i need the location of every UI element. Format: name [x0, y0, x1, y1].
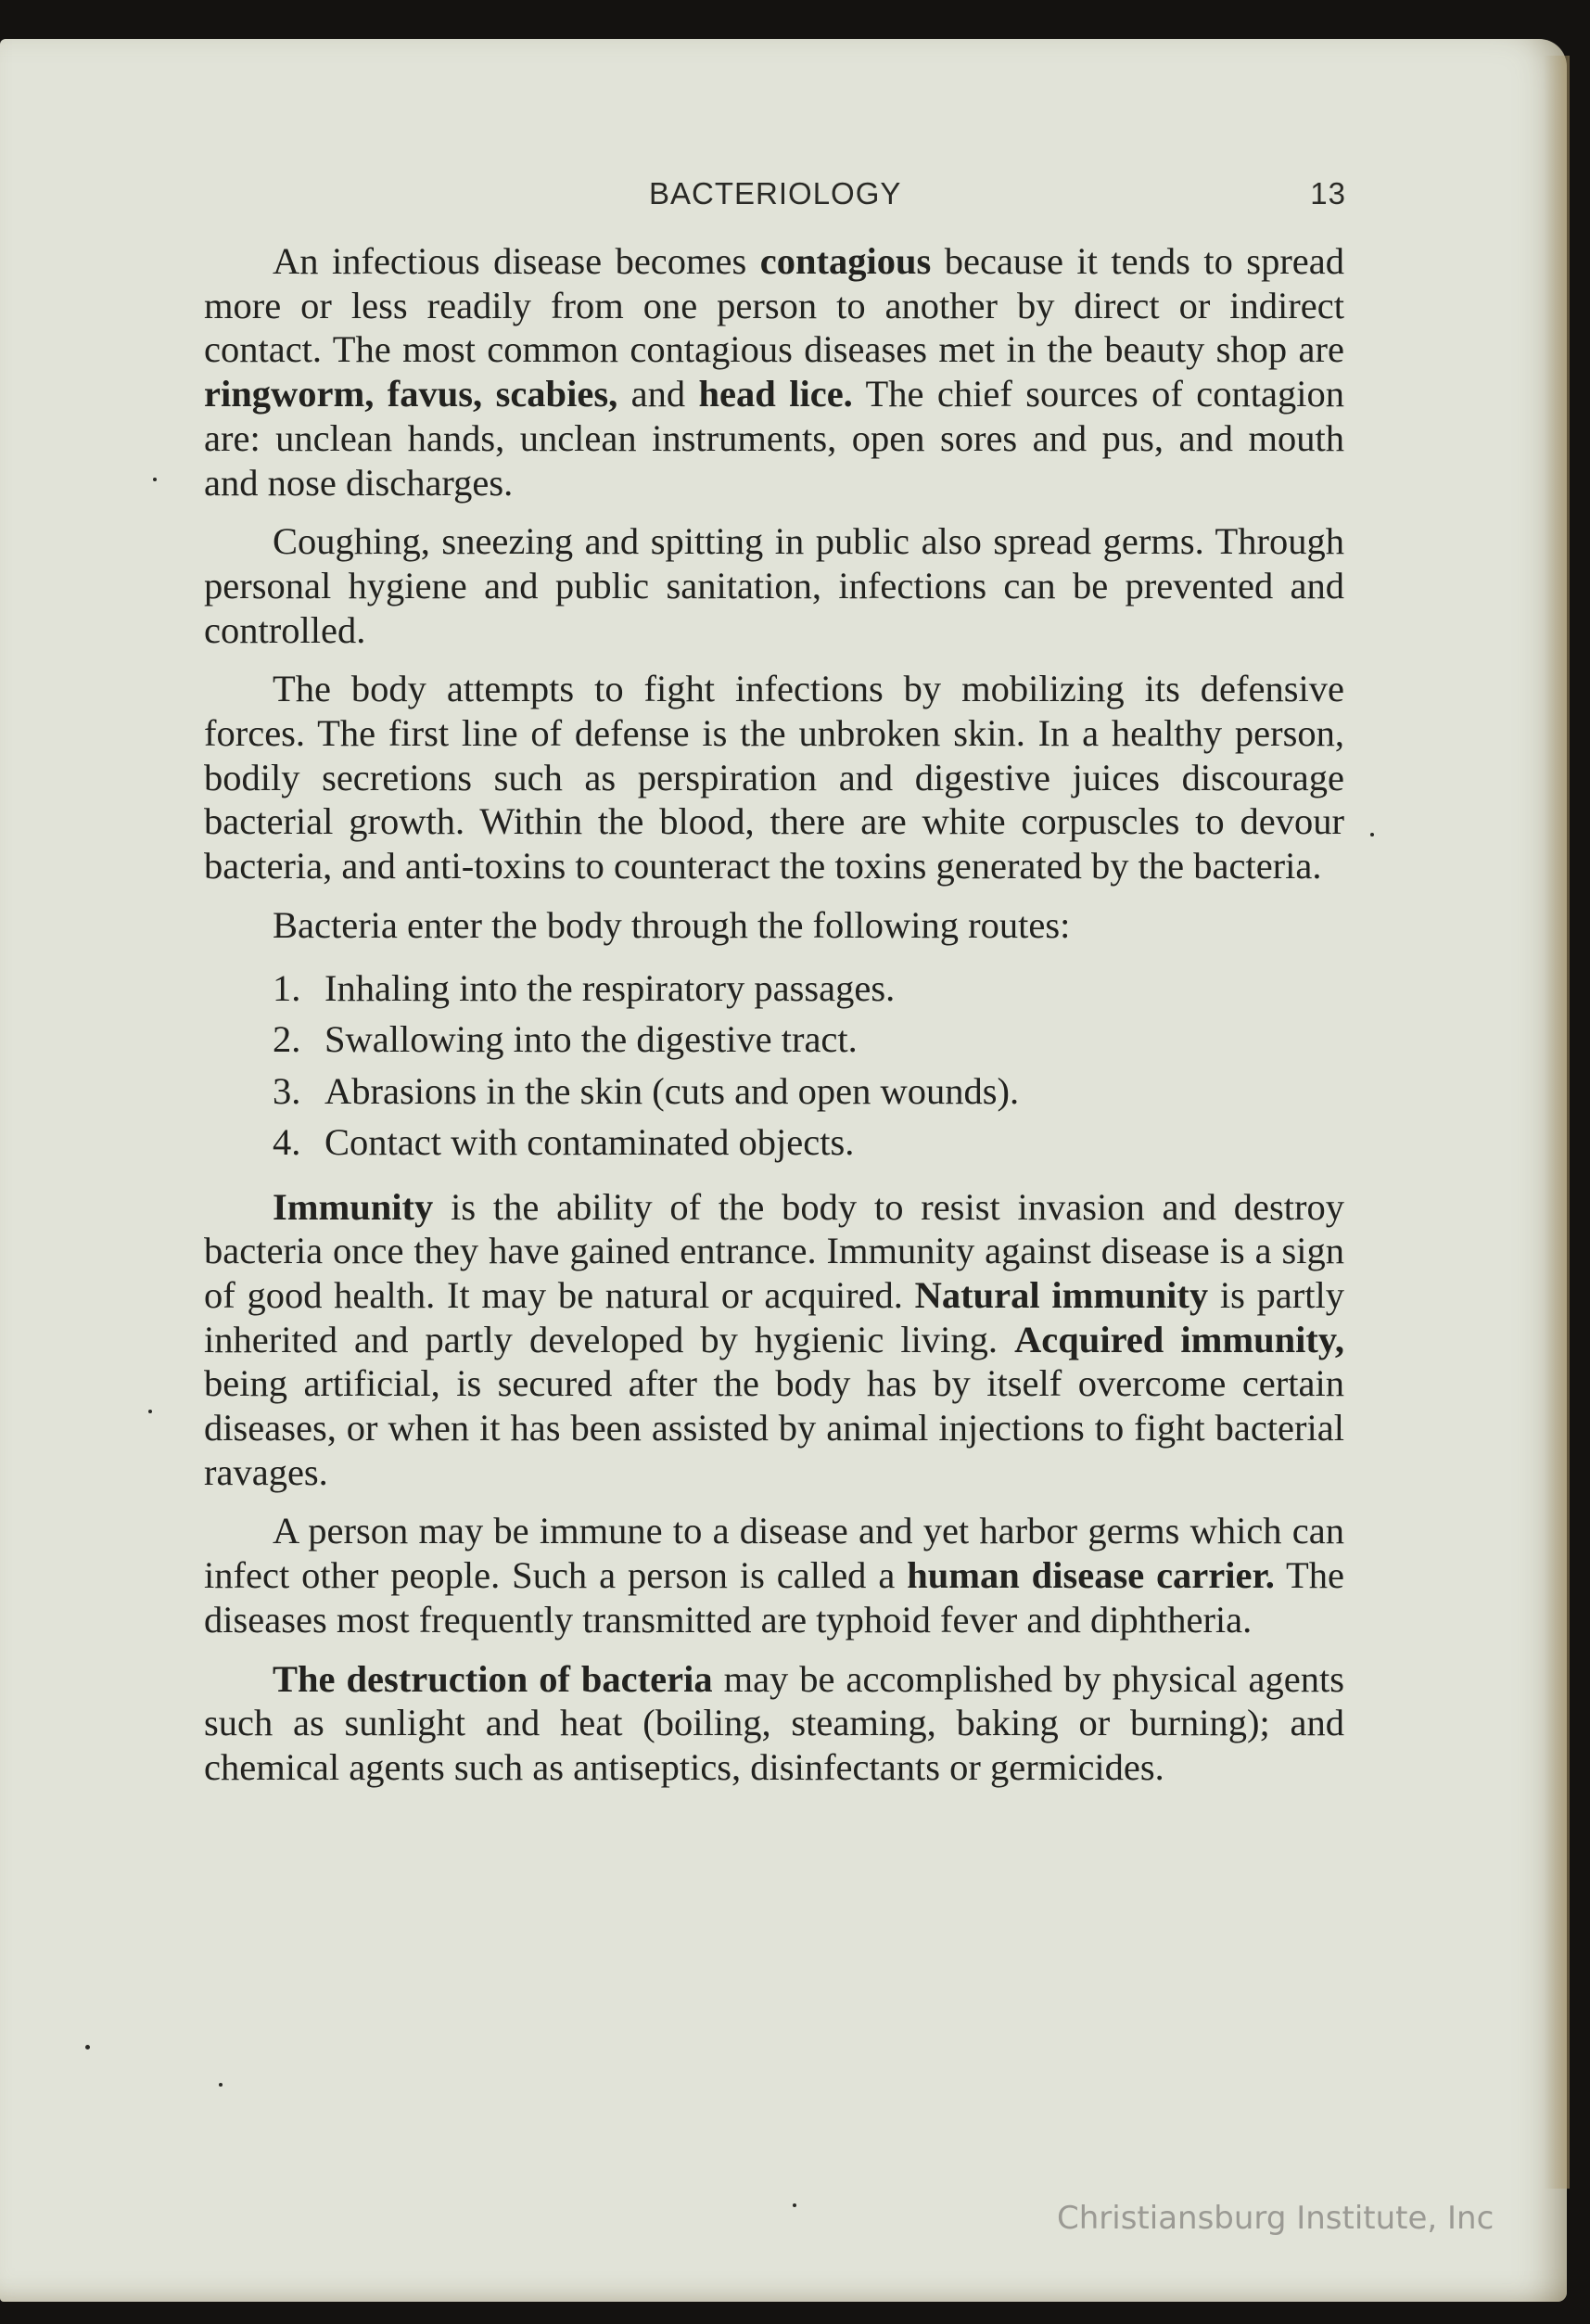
paragraph	[204, 903, 1344, 948]
text-run: Bacteria enter the body through the following routes:	[273, 903, 1071, 946]
route-number: 4.	[273, 1121, 301, 1164]
text-run: is the ability of the body to resist invasion and destroy bacteria once they have gained entrance. Immunity against disease is a sign of good health. It may be natural or acquired.	[204, 1185, 1344, 1316]
dust-speck	[85, 2045, 90, 2049]
paragraph	[204, 667, 1344, 888]
routes-list	[204, 963, 1344, 1168]
bold-term: The destruction of bacteria	[273, 1657, 713, 1700]
route-number: 3.	[273, 1069, 301, 1112]
route-text: Inhaling into the respiratory passages.	[324, 966, 896, 1009]
bold-term: ringworm, favus, scabies,	[204, 373, 618, 415]
text-run: Coughing, sneezing and spitting in public also spread germs. Through personal hygiene and public sanitation, infections can be prevented and controlled.	[204, 520, 1344, 651]
dust-speck	[148, 1410, 152, 1413]
text-run: The chief sources of contagion are: unclean hands, unclean instruments, open sores and pus, and mouth and nose discharges.	[204, 373, 1344, 504]
text-run: is partly inherited and partly developed by hygienic living.	[204, 1273, 1345, 1360]
text-run: An infectious disease becomes	[273, 240, 760, 282]
text-run: because it tends to spread more or less readily from one person to another by direct or indirect contact. The most common contagious diseases met in the beauty shop are	[204, 240, 1345, 371]
route-item	[204, 1066, 1344, 1117]
paragraph	[204, 1509, 1344, 1641]
page-edge-shadow	[1544, 56, 1570, 2189]
bold-term: head lice.	[698, 373, 853, 415]
route-text: Swallowing into the digestive tract.	[324, 1018, 858, 1061]
running-title: BACTERIOLOGY	[649, 176, 902, 211]
route-item	[204, 1014, 1344, 1066]
text-run: being artificial, is secured after the body has by itself overcome certain diseases, or when it has been assisted by animal injections to fight bacterial ravages.	[204, 1362, 1344, 1493]
route-item	[204, 1117, 1344, 1168]
text-run: A person may be immune to a disease and yet harbor germs which can infect other people. Such a person is called a	[204, 1510, 1344, 1597]
text-run: The body attempts to fight infections by mobilizing its defensive forces. The first line of defense is the unbroken skin. In a healthy person, bodily secretions such as perspiration and digestive juices discourage bacterial growth. Within the blood, there are white corpuscles to devour bacteria, and anti-toxins to counteract the toxins generated by the bacteria.	[204, 668, 1344, 887]
dust-speck	[793, 2203, 796, 2207]
route-item	[204, 963, 1344, 1015]
bold-term: Immunity	[273, 1185, 434, 1228]
paragraphs-before-list	[204, 239, 1344, 948]
paragraph	[204, 1185, 1344, 1495]
paragraphs-after-list	[204, 1185, 1344, 1790]
bold-term: human disease carrier.	[907, 1554, 1275, 1597]
page-number: 13	[1310, 176, 1346, 211]
route-text: Abrasions in the skin (cuts and open wounds).	[324, 1069, 1020, 1112]
text-run: may be accomplished by physical agents such as sunlight and heat (boiling, steaming, baking or burning); and chemical agents such as antiseptics, disinfectants or germicides.	[204, 1657, 1344, 1788]
text-run: and	[617, 373, 699, 415]
bold-term: contagious	[759, 240, 932, 282]
dust-speck	[219, 2083, 223, 2087]
route-number: 1.	[273, 966, 301, 1009]
dust-speck	[153, 478, 157, 481]
paragraph	[204, 519, 1344, 652]
bold-term: Acquired immunity,	[1014, 1318, 1345, 1360]
dust-speck	[1370, 833, 1374, 836]
route-number: 2.	[273, 1018, 301, 1061]
page-body	[204, 239, 1344, 1805]
paragraph	[204, 239, 1344, 504]
watermark: Christiansburg Institute, Inc	[1057, 2200, 1495, 2237]
bold-term: Natural immunity	[914, 1273, 1209, 1316]
text-run: The diseases most frequently transmitted are typhoid fever and diphtheria.	[204, 1554, 1345, 1641]
paragraph	[204, 1657, 1344, 1790]
route-text: Contact with contaminated objects.	[324, 1121, 855, 1164]
